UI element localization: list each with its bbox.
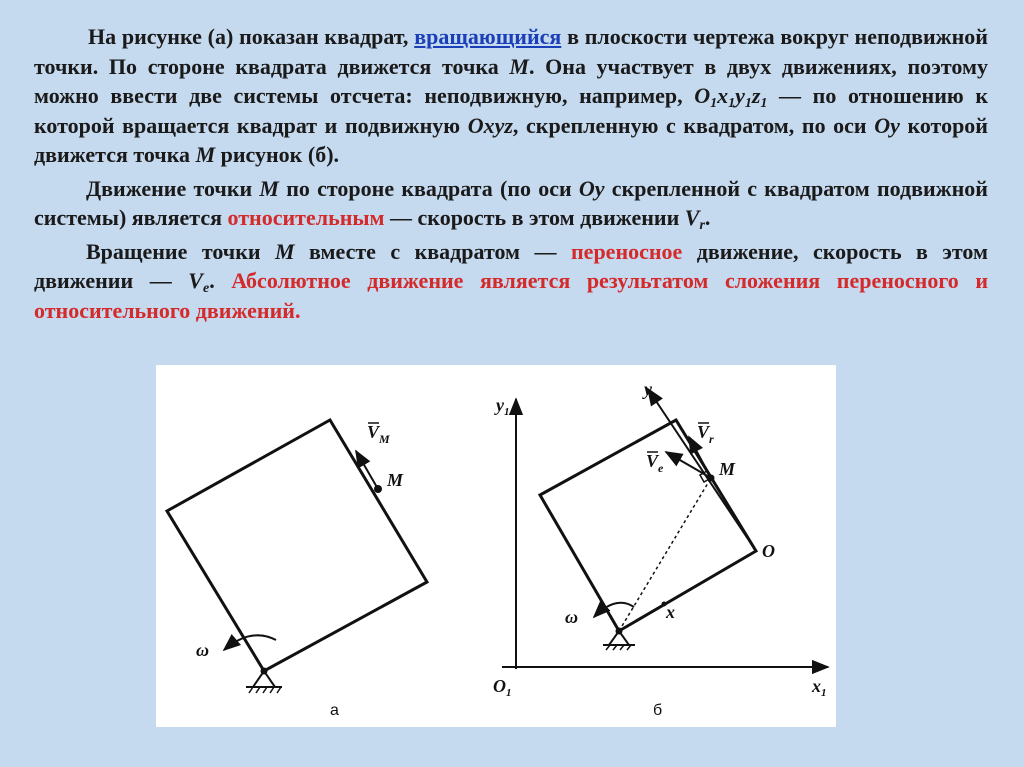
velocity-vr: $V_r$ xyxy=(684,205,705,233)
p1-text: . Она участвует в двух движениях, поэтому можно ввести две системы отсчета: неподвижную, например, xyxy=(34,53,988,108)
label-o: O xyxy=(762,541,775,561)
label-x: x xyxy=(666,602,675,622)
caption-a: а xyxy=(330,702,339,719)
figure-panel xyxy=(156,365,836,727)
text-block xyxy=(34,22,988,325)
point-m: M xyxy=(509,53,529,79)
axis-oy: Oy xyxy=(578,175,605,201)
p1-text: На рисунке (а) показан квадрат, xyxy=(88,24,415,49)
label-omega-a: ω xyxy=(196,640,210,660)
figure-b xyxy=(493,379,828,719)
point-m: M xyxy=(195,142,216,167)
radius-dashed xyxy=(619,478,711,631)
p1-text: , скрепленную с квадратом, по оси xyxy=(512,112,875,138)
label-omega-b: ω xyxy=(565,607,579,627)
velocity-ve: $V_e$ xyxy=(188,268,210,296)
paragraph-2: Движение точки M по стороне квадрата (по оси Oy скрепленной с квадратом подвижной системы) является относительным — скорость в этом движении $V_r$. xyxy=(34,175,988,233)
square-a xyxy=(167,420,427,671)
label-y: y xyxy=(644,379,652,399)
label-m-b: M xyxy=(719,459,736,479)
axis-y-moving xyxy=(648,389,756,551)
p1-text: которой движется точка xyxy=(34,112,988,167)
p1-text: рисунок (б). xyxy=(215,142,340,167)
point-m-b-dot xyxy=(708,475,715,482)
axis-oy: Oy xyxy=(874,112,900,138)
point-m: M xyxy=(275,238,295,264)
p1-text: — по отношению к которой вращается квадрат и подвижную xyxy=(34,83,988,138)
fixed-frame-label: $O_1x_1y_1z_1$ xyxy=(694,83,768,111)
label-vr: $V_r$ xyxy=(697,422,714,446)
p1-text: в плоскости чертежа вокруг неподвижной точки. По стороне квадрата движется точка xyxy=(34,24,988,79)
moving-frame-label: Oxyz xyxy=(467,112,513,138)
caption-b: б xyxy=(653,702,663,719)
label-y1: $y_1$ xyxy=(496,395,510,418)
absolute-motion-statement: Абсолютное движение является результатом сложения переносного и относительного движений. xyxy=(34,268,989,323)
motion-diagram xyxy=(156,365,836,727)
label-m-a: M xyxy=(387,470,404,490)
paragraph-1 xyxy=(34,22,988,170)
relative-term: относительным xyxy=(227,205,385,230)
label-ve: $V_e$ xyxy=(646,451,664,475)
point-m: M xyxy=(259,175,279,201)
label-vm: $V_M$ xyxy=(367,422,390,446)
transport-term: переносное xyxy=(571,238,683,264)
paragraph-3: Вращение точки M вместе с квадратом — переносное движение, скорость в этом движении — $V_e$. Абсолютное движение является результатом сложения переносного и относительного движений. xyxy=(34,238,989,323)
point-m-dot xyxy=(374,485,382,493)
rotating-link[interactable]: вращающийся xyxy=(414,24,562,49)
label-x1: $x_1$ xyxy=(812,676,827,699)
label-o1: $O_1$ xyxy=(493,676,512,699)
figure-a xyxy=(167,420,427,719)
